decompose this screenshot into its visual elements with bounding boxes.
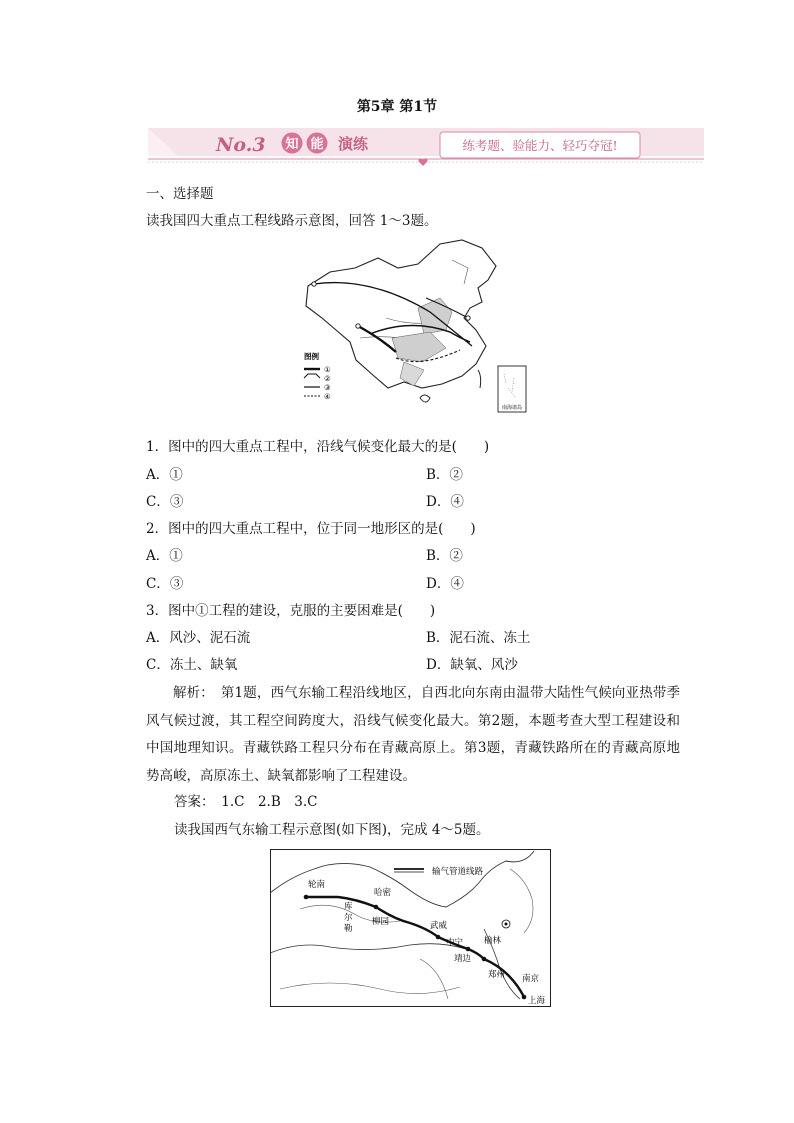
legend-item-3: ③	[324, 383, 331, 392]
china-projects-map	[300, 238, 532, 420]
place-ku: 库	[344, 902, 353, 912]
place-zhongning: 中宁	[446, 938, 464, 948]
analysis-paragraph: 解析： 第1题，西气东输工程沿线地区，自西北向东南由温带大陆性气候向亚热带季风气候过渡，其工程空间跨度大，沿线气候变化最大。第2题，本题考查大型工程建设和中国地理知识。青藏铁路工程只分布在青藏高原上。第3题，青藏铁路所在的青藏高原地势高峻，高原冻土、缺氧都影响了工程建设。	[146, 685, 680, 784]
map2-legend: 输气管道线路	[432, 867, 484, 877]
legend-item-4: ④	[324, 392, 331, 401]
place-yulin: 榆林	[484, 936, 502, 946]
place-wuwei: 武威	[430, 921, 448, 931]
place-liuyuan: 柳园	[372, 917, 390, 927]
banner-no: No.3	[216, 134, 266, 156]
q2-option-b: B．②	[426, 548, 463, 564]
intro-q4-5: 读我国西气东输工程示意图(如下图)，完成 4～5题。	[174, 822, 490, 838]
heart-icon	[418, 159, 427, 166]
legend-title: 图例	[304, 352, 319, 361]
answer-line: 答案： 1.C 2.B 3.C	[174, 794, 318, 810]
q3-option-c: C．冻土、缺氧	[146, 657, 238, 673]
intro-q1-3: 读我国四大重点工程线路示意图，回答 1～3题。	[146, 213, 438, 229]
place-hami: 哈密	[374, 888, 392, 898]
legend-item-2: ②	[324, 374, 331, 383]
place-zhengzhou: 郑州	[488, 970, 506, 980]
legend-item-1: ①	[324, 365, 331, 374]
q3-option-a: A．风沙、泥石流	[146, 630, 251, 646]
banner-word: 演练	[338, 135, 369, 153]
q2-stem: 2．图中的四大重点工程中，位于同一地形区的是( )	[146, 521, 476, 537]
place-shanghai: 上海	[528, 996, 546, 1006]
inset-label: 南海诸岛	[501, 405, 523, 411]
q1-option-b: B．②	[426, 467, 463, 483]
q3-option-d: D．缺氧、风沙	[426, 657, 518, 673]
q1-option-d: D．④	[426, 494, 464, 510]
q2-option-a: A．①	[146, 548, 183, 564]
section-heading: 一、选择题	[146, 186, 214, 202]
place-jingbian: 靖边	[454, 954, 472, 964]
q1-option-c: C．③	[146, 494, 184, 510]
banner-slogan: 练考题、验能力、轻巧夺冠!	[462, 138, 618, 153]
banner-char-1: 知	[285, 137, 299, 152]
q3-option-b: B．泥石流、冻土	[426, 630, 531, 646]
q2-option-d: D．④	[426, 576, 464, 592]
west-east-gas-map	[270, 849, 551, 1007]
banner-char-2: 能	[310, 137, 324, 152]
q3-stem: 3．图中①工程的建设，克服的主要困难是( )	[146, 603, 436, 619]
chapter-title: 第5章 第1节	[356, 99, 438, 115]
section-banner	[148, 122, 704, 168]
q1-stem: 1．图中的四大重点工程中，沿线气候变化最大的是( )	[146, 439, 490, 455]
place-er: 尔	[344, 913, 353, 923]
place-nanjing: 南京	[522, 974, 540, 984]
q2-option-c: C．③	[146, 576, 184, 592]
q1-option-a: A．①	[146, 467, 183, 483]
place-le: 勒	[344, 924, 353, 934]
place-lunnan: 轮南	[308, 880, 326, 890]
